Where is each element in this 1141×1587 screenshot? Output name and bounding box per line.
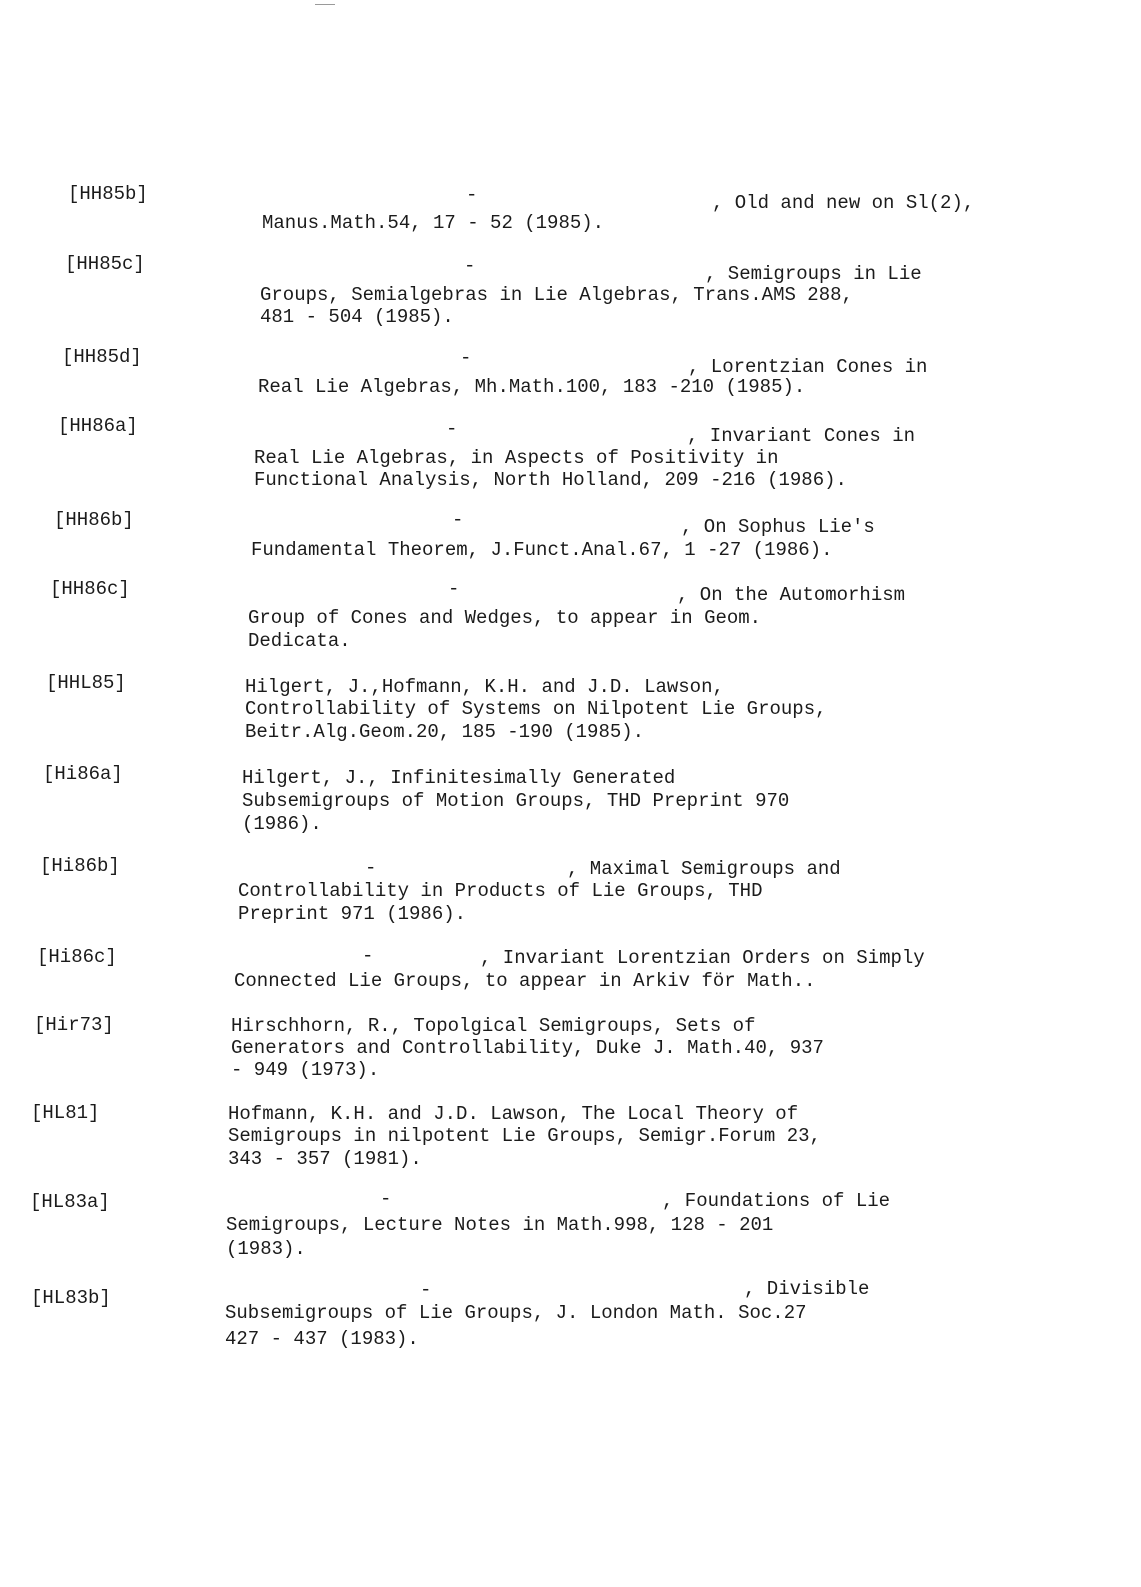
repeat-author-dash: - xyxy=(448,578,460,600)
reference-text-line: Real Lie Algebras, Mh.Math.100, 183 -210 (1985). xyxy=(258,376,806,398)
reference-key: [HH85c] xyxy=(65,253,145,275)
reference-text-line: Connected Lie Groups, to appear in Arkiv för Math.. xyxy=(234,970,816,992)
reference-text-line: Subsemigroups of Lie Groups, J. London Math. Soc.27 xyxy=(225,1302,807,1324)
reference-text-line: , Lorentzian Cones in xyxy=(688,356,928,378)
reference-text-line: 427 - 437 (1983). xyxy=(225,1328,419,1350)
reference-text-line: Hirschhorn, R., Topolgical Semigroups, Sets of xyxy=(231,1015,756,1037)
reference-text-line: Real Lie Algebras, in Aspects of Positivity in xyxy=(254,447,779,469)
reference-text-line: , On the Automorhism xyxy=(677,584,906,606)
reference-key: [Hi86b] xyxy=(40,855,120,877)
reference-key: [HH86b] xyxy=(54,509,134,531)
reference-text-line: Dedicata. xyxy=(248,630,351,652)
repeat-author-dash: - xyxy=(460,347,472,369)
repeat-author-dash: - xyxy=(365,857,377,879)
reference-text-line: , On Sophus Lie's xyxy=(681,516,875,538)
repeat-author-dash: - xyxy=(446,418,458,440)
reference-text-line: Generators and Controllability, Duke J. Math.40, 937 xyxy=(231,1037,824,1059)
reference-text-line: (1983). xyxy=(226,1238,306,1260)
repeat-author-dash: - xyxy=(362,945,374,967)
reference-text-line: Beitr.Alg.Geom.20, 185 -190 (1985). xyxy=(245,721,645,743)
reference-text-line: Functional Analysis, North Holland, 209 -216 (1986). xyxy=(254,469,847,491)
reference-text-line: Manus.Math.54, 17 - 52 (1985). xyxy=(262,212,605,234)
reference-text-line: - 949 (1973). xyxy=(231,1059,380,1081)
reference-text-line: 343 - 357 (1981). xyxy=(228,1148,422,1170)
reference-text-line: Group of Cones and Wedges, to appear in Geom. xyxy=(248,607,762,629)
reference-key: [HHL85] xyxy=(46,672,126,694)
reference-text-line: , Foundations of Lie xyxy=(662,1190,891,1212)
reference-text-line: Controllability of Systems on Nilpotent Lie Groups, xyxy=(245,698,827,720)
reference-text-line: , Invariant Lorentzian Orders on Simply xyxy=(480,947,925,969)
repeat-author-dash: - xyxy=(420,1279,432,1301)
reference-text-line: Controllability in Products of Lie Groups, THD xyxy=(238,880,763,902)
reference-text-line: Hofmann, K.H. and J.D. Lawson, The Local Theory of xyxy=(228,1103,799,1125)
reference-key: [HH86c] xyxy=(50,578,130,600)
reference-text-line: Groups, Semialgebras in Lie Algebras, Trans.AMS 288, xyxy=(260,284,853,306)
reference-text-line: 481 - 504 (1985). xyxy=(260,306,454,328)
reference-key: [HH86a] xyxy=(58,415,138,437)
reference-key: [HL83a] xyxy=(30,1191,110,1213)
reference-key: [Hi86a] xyxy=(43,763,123,785)
reference-key: [HL81] xyxy=(31,1102,100,1124)
reference-text-line: , Maximal Semigroups and xyxy=(567,858,841,880)
reference-text-line: , Old and new on Sl(2), xyxy=(712,192,975,214)
reference-text-line: Hilgert, J.,Hofmann, K.H. and J.D. Lawson, xyxy=(245,676,724,698)
reference-text-line: , Invariant Cones in xyxy=(687,425,916,447)
reference-text-line: Preprint 971 (1986). xyxy=(238,903,467,925)
scan-mark xyxy=(315,4,335,5)
repeat-author-dash: - xyxy=(452,509,464,531)
reference-text-line: Hilgert, J., Infinitesimally Generated xyxy=(242,767,676,789)
reference-text-line: (1986). xyxy=(242,813,322,835)
reference-text-line: , Semigroups in Lie xyxy=(705,263,922,285)
reference-key: [HH85d] xyxy=(62,346,142,368)
repeat-author-dash: - xyxy=(466,184,478,206)
repeat-author-dash: - xyxy=(464,255,476,277)
reference-text-line: Semigroups in nilpotent Lie Groups, Semigr.Forum 23, xyxy=(228,1125,821,1147)
reference-text-line: , Divisible xyxy=(744,1278,870,1300)
reference-key: [Hir73] xyxy=(34,1014,114,1036)
reference-text-line: Subsemigroups of Motion Groups, THD Preprint 970 xyxy=(242,790,790,812)
reference-text-line: Semigroups, Lecture Notes in Math.998, 128 - 201 xyxy=(226,1214,774,1236)
repeat-author-dash: - xyxy=(380,1188,392,1210)
reference-key: [HL83b] xyxy=(31,1287,111,1309)
reference-text-line: Fundamental Theorem, J.Funct.Anal.67, 1 -27 (1986). xyxy=(251,539,833,561)
reference-key: [HH85b] xyxy=(68,183,148,205)
reference-key: [Hi86c] xyxy=(37,946,117,968)
